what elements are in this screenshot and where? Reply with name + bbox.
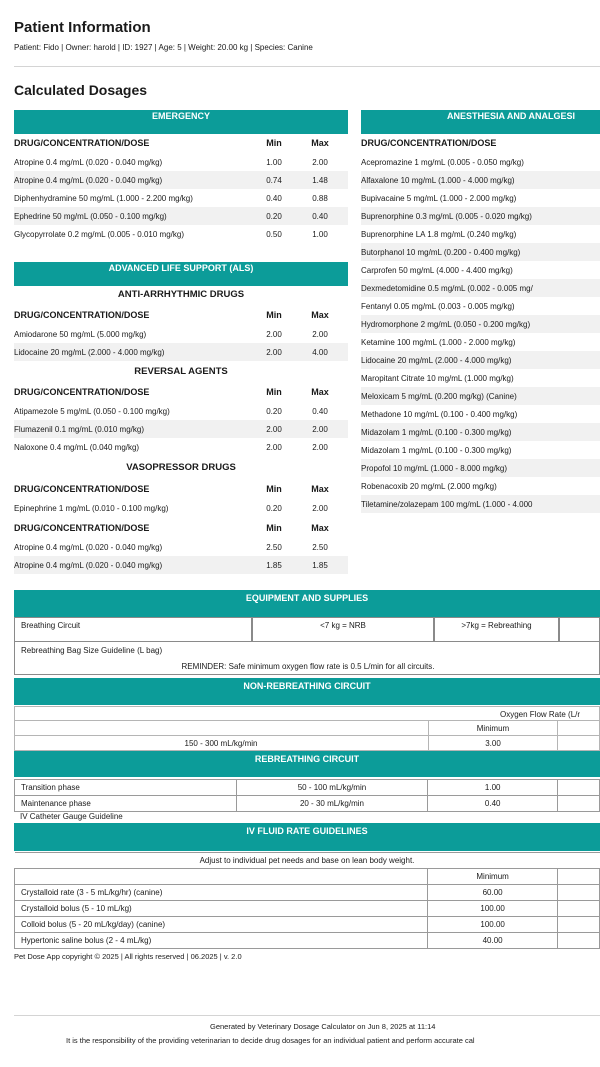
nrb-threshold: <7 kg = NRB: [252, 617, 434, 642]
drug-name: Amiodarone 50 mg/mL (5.000 mg/kg): [14, 329, 147, 339]
table-row: [14, 499, 348, 517]
drug-name: Butorphanol 10 mg/mL (0.200 - 0.400 mg/kg): [361, 243, 600, 261]
vasopressor-table: [14, 479, 348, 517]
table-row: [14, 420, 348, 438]
breathing-circuit-row: [14, 617, 600, 642]
drug-name: Glycopyrrolate 0.2 mg/mL (0.005 - 0.010 mg/kg): [14, 229, 184, 239]
rebreathing-threshold: >7kg = Rebreathing: [434, 617, 559, 642]
max-dose: 2.50: [312, 542, 328, 552]
table-row: [361, 279, 600, 297]
min-dose: 1.00: [266, 157, 282, 167]
min-dose: 0.74: [256, 171, 292, 189]
drug-name: Methadone 10 mg/mL (0.100 - 0.400 mg/kg): [361, 409, 518, 419]
table-row: [14, 325, 348, 343]
anesthesia-table: [361, 133, 600, 513]
table-row: [361, 459, 600, 477]
min-dose: 2.00: [256, 420, 292, 438]
disclaimer: It is the responsibility of the providing veterinarian to decide drug dosages for an individual patient and perform accurate cal: [66, 1036, 475, 1045]
drug-name: Naloxone 0.4 mg/mL (0.040 mg/kg): [14, 442, 140, 452]
nonrebreathing-header: NON-REBREATHING CIRCUIT: [14, 678, 600, 705]
bag-guideline-box: [14, 642, 600, 675]
max-dose: 2.00: [312, 157, 328, 167]
empty-cell: [15, 869, 428, 885]
nrb-min-value: 3.00: [485, 739, 501, 748]
max-col-header: Max: [311, 484, 329, 494]
iv-fluid-note: Adjust to individual pet needs and base on lean body weight.: [15, 853, 600, 869]
table-row: [14, 171, 348, 189]
patient-info-line: Patient: Fido | Owner: harold | ID: 1927 | Age: 5 | Weight: 20.00 kg | Species: Canine: [14, 43, 313, 52]
drug-name: Atropine 0.4 mg/mL (0.020 - 0.040 mg/kg): [14, 157, 163, 167]
table-row: [14, 402, 348, 420]
table-row: [15, 869, 600, 885]
drug-col-header: DRUG/CONCENTRATION/DOSE: [14, 484, 150, 494]
min-col-header: Min: [266, 387, 282, 397]
max-dose: 2.00: [312, 442, 328, 452]
copyright: Pet Dose App copyright © 2025 | All rights reserved | 06.2025 | v. 2.0: [14, 952, 242, 961]
maintenance-min: 0.40: [428, 796, 558, 812]
rebreathing-header: REBREATHING CIRCUIT: [14, 751, 600, 777]
empty-cell: [558, 885, 600, 901]
empty-cell: [558, 933, 600, 949]
table-row: [361, 333, 600, 351]
min-col-header: Min: [266, 523, 282, 533]
drug-name: Lidocaine 20 mg/mL (2.000 - 4.000 mg/kg): [361, 351, 600, 369]
drug-name: Ketamine 100 mg/mL (1.000 - 2.000 mg/kg): [361, 337, 516, 347]
drug-name: Carprofen 50 mg/mL (4.000 - 4.400 mg/kg): [361, 265, 513, 275]
drug-name: Midazolam 1 mg/mL (0.100 - 0.300 mg/kg): [361, 445, 512, 455]
fluid-label: Hypertonic saline bolus (2 - 4 mL/kg): [15, 933, 428, 949]
page-title: Patient Information: [14, 19, 151, 36]
table-row: [361, 315, 600, 333]
additional-drug-table: [14, 518, 348, 574]
table-row: [14, 207, 348, 225]
reversal-agents-title: REVERSAL AGENTS: [134, 366, 228, 377]
maintenance-label: Maintenance phase: [15, 796, 237, 812]
drug-name: Atropine 0.4 mg/mL (0.020 - 0.040 mg/kg): [14, 542, 163, 552]
min-dose: 0.20: [266, 406, 282, 416]
maintenance-range: 20 - 30 mL/kg/min: [236, 796, 428, 812]
breathing-circuit-label: Breathing Circuit: [14, 617, 252, 642]
emergency-header: EMERGENCY: [14, 110, 348, 134]
drug-name: Fentanyl 0.05 mg/mL (0.003 - 0.005 mg/kg): [361, 301, 515, 311]
max-dose: 1.85: [292, 556, 348, 574]
table-row: [15, 885, 600, 901]
table-row: [361, 369, 600, 387]
max-col-header: Max: [311, 310, 329, 320]
empty-cell: [558, 869, 600, 885]
nonrebreathing-table: [14, 706, 600, 751]
drug-col-header: DRUG/CONCENTRATION/DOSE: [14, 387, 150, 397]
equipment-header: EQUIPMENT AND SUPPLIES: [14, 590, 600, 617]
table-row: [361, 387, 600, 405]
min-col-header: Min: [266, 310, 282, 320]
min-dose: 2.00: [266, 329, 282, 339]
table-row: [361, 243, 600, 261]
als-header: ADVANCED LIFE SUPPORT (ALS): [14, 262, 348, 286]
table-row: [15, 933, 600, 949]
max-dose: 2.00: [312, 329, 328, 339]
drug-name: Tiletamine/zolazepam 100 mg/mL (1.000 - 4.000: [361, 495, 600, 513]
min-dose: 0.20: [256, 207, 292, 225]
min-dose: 0.20: [266, 503, 282, 513]
table-row: [15, 796, 600, 812]
table-row: [361, 495, 600, 513]
table-row: [361, 423, 600, 441]
generated-note: Generated by Veterinary Dosage Calculator on Jun 8, 2025 at 11:14: [210, 1022, 436, 1031]
transition-min: 1.00: [428, 780, 558, 796]
table-row: [361, 189, 600, 207]
vasopressor-title: VASOPRESSOR DRUGS: [126, 462, 236, 473]
drug-name: Lidocaine 20 mg/mL (2.000 - 4.000 mg/kg): [14, 343, 256, 361]
table-row: [361, 261, 600, 279]
table-row: [15, 917, 600, 933]
drug-name: Propofol 10 mg/mL (1.000 - 8.000 mg/kg): [361, 459, 600, 477]
min-dose: 1.85: [256, 556, 292, 574]
iv-catheter-label: IV Catheter Gauge Guideline: [20, 812, 123, 821]
drug-name: Atipamezole 5 mg/mL (0.050 - 0.100 mg/kg): [14, 406, 170, 416]
max-dose: 2.00: [312, 503, 328, 513]
table-row: [15, 780, 600, 796]
table-row: [361, 207, 600, 225]
fluid-label: Crystalloid bolus (5 - 10 mL/kg): [15, 901, 428, 917]
max-dose: 0.40: [292, 207, 348, 225]
drug-name: Robenacoxib 20 mg/mL (2.000 mg/kg): [361, 481, 497, 491]
fluid-min: 60.00: [428, 885, 558, 901]
table-row: [361, 441, 600, 459]
section-title: Calculated Dosages: [14, 82, 148, 98]
nrb-range: 150 - 300 mL/kg/min: [184, 739, 258, 748]
fluid-min: 40.00: [428, 933, 558, 949]
table-row: [361, 477, 600, 495]
table-row: [361, 225, 600, 243]
max-dose: 0.88: [312, 193, 328, 203]
table-row: [14, 189, 348, 207]
drug-name: Acepromazine 1 mg/mL (0.005 - 0.050 mg/kg): [361, 157, 524, 167]
min-col-header: Min: [266, 484, 282, 494]
drug-name: Bupivacaine 5 mg/mL (1.000 - 2.000 mg/kg): [361, 193, 517, 203]
table-row: [14, 538, 348, 556]
anti-arrhythmic-title: ANTI-ARRHYTHMIC DRUGS: [117, 289, 245, 300]
drug-name: Meloxicam 5 mg/mL (0.200 mg/kg) (Canine): [361, 387, 600, 405]
max-dose: 0.40: [312, 406, 328, 416]
min-dose: 0.50: [266, 229, 282, 239]
drug-col-header: DRUG/CONCENTRATION/DOSE: [14, 310, 150, 320]
min-dose: 0.40: [266, 193, 282, 203]
iv-fluid-header: IV FLUID RATE GUIDELINES: [14, 823, 600, 851]
drug-name: Ephedrine 50 mg/mL (0.050 - 0.100 mg/kg): [14, 207, 256, 225]
drug-name: Epinephrine 1 mg/mL (0.010 - 0.100 mg/kg): [14, 503, 169, 513]
drug-name: Buprenorphine 0.3 mg/mL (0.005 - 0.020 mg/kg): [361, 207, 600, 225]
drug-name: Atropine 0.4 mg/mL (0.020 - 0.040 mg/kg): [14, 556, 256, 574]
table-row: [14, 153, 348, 171]
min-dose: 2.00: [266, 442, 282, 452]
empty-cell: [558, 917, 600, 933]
drug-col-header: DRUG/CONCENTRATION/DOSE: [14, 523, 150, 533]
drug-name: Atropine 0.4 mg/mL (0.020 - 0.040 mg/kg): [14, 171, 256, 189]
anti-arrhythmic-table: [14, 305, 348, 361]
max-col-header: Max: [311, 387, 329, 397]
table-row: [14, 225, 348, 243]
max-dose: 1.00: [312, 229, 328, 239]
iv-fluid-table: [14, 852, 600, 949]
empty-cell: [558, 796, 600, 812]
table-row: [14, 343, 348, 361]
drug-name: Maropitant Citrate 10 mg/mL (1.000 mg/kg): [361, 373, 514, 383]
reversal-agents-table: [14, 382, 348, 456]
empty-cell: [559, 617, 600, 642]
fluid-label: Crystalloid rate (3 - 5 mL/kg/hr) (canine): [15, 885, 428, 901]
bag-guideline-label: Rebreathing Bag Size Guideline (L bag): [21, 646, 163, 655]
divider: [14, 1015, 600, 1016]
table-row: [14, 556, 348, 574]
table-row: [361, 405, 600, 423]
fluid-label: Colloid bolus (5 - 20 mL/kg/day) (canine): [15, 917, 428, 933]
max-dose: 1.48: [292, 171, 348, 189]
fluid-min: 100.00: [428, 901, 558, 917]
table-row: [361, 297, 600, 315]
min-col-header: Min: [266, 138, 282, 148]
divider: [14, 66, 600, 67]
table-row: [361, 153, 600, 171]
table-row: [361, 171, 600, 189]
empty-cell: [558, 901, 600, 917]
min-dose: 2.50: [266, 542, 282, 552]
drug-name: Flumazenil 0.1 mg/mL (0.010 mg/kg): [14, 420, 256, 438]
drug-name: Diphenhydramine 50 mg/mL (1.000 - 2.200 mg/kg): [14, 193, 193, 203]
transition-label: Transition phase: [15, 780, 237, 796]
drug-name: Hydromorphone 2 mg/mL (0.050 - 0.200 mg/kg): [361, 315, 600, 333]
drug-name: Midazolam 1 mg/mL (0.100 - 0.300 mg/kg): [361, 423, 600, 441]
min-dose: 2.00: [256, 343, 292, 361]
table-row: [361, 351, 600, 369]
rebreathing-table: [14, 779, 600, 812]
drug-name: Dexmedetomidine 0.5 mg/mL (0.002 - 0.005 mg/: [361, 279, 600, 297]
oxygen-reminder: REMINDER: Safe minimum oxygen flow rate is 0.5 L/min for all circuits.: [181, 662, 435, 671]
emergency-table: [14, 133, 348, 243]
drug-col-header: DRUG/CONCENTRATION/DOSE: [14, 138, 150, 148]
oxygen-flow-label: Oxygen Flow Rate (L/r: [500, 710, 581, 719]
drug-col-header: DRUG/CONCENTRATION/DOSE: [361, 138, 497, 148]
table-row: [14, 438, 348, 456]
iv-minimum-label: Minimum: [428, 869, 558, 885]
drug-name: Buprenorphine LA 1.8 mg/mL (0.240 mg/kg): [361, 229, 517, 239]
empty-cell: [558, 780, 600, 796]
max-dose: 4.00: [292, 343, 348, 361]
fluid-min: 100.00: [428, 917, 558, 933]
nrb-minimum-label: Minimum: [476, 724, 510, 733]
table-row: [15, 901, 600, 917]
max-col-header: Max: [311, 523, 329, 533]
anesthesia-header: ANESTHESIA AND ANALGESI: [361, 110, 600, 134]
table-row: [15, 853, 600, 869]
max-dose: 2.00: [292, 420, 348, 438]
drug-name: Alfaxalone 10 mg/mL (1.000 - 4.000 mg/kg): [361, 171, 600, 189]
max-col-header: Max: [311, 138, 329, 148]
transition-range: 50 - 100 mL/kg/min: [236, 780, 428, 796]
